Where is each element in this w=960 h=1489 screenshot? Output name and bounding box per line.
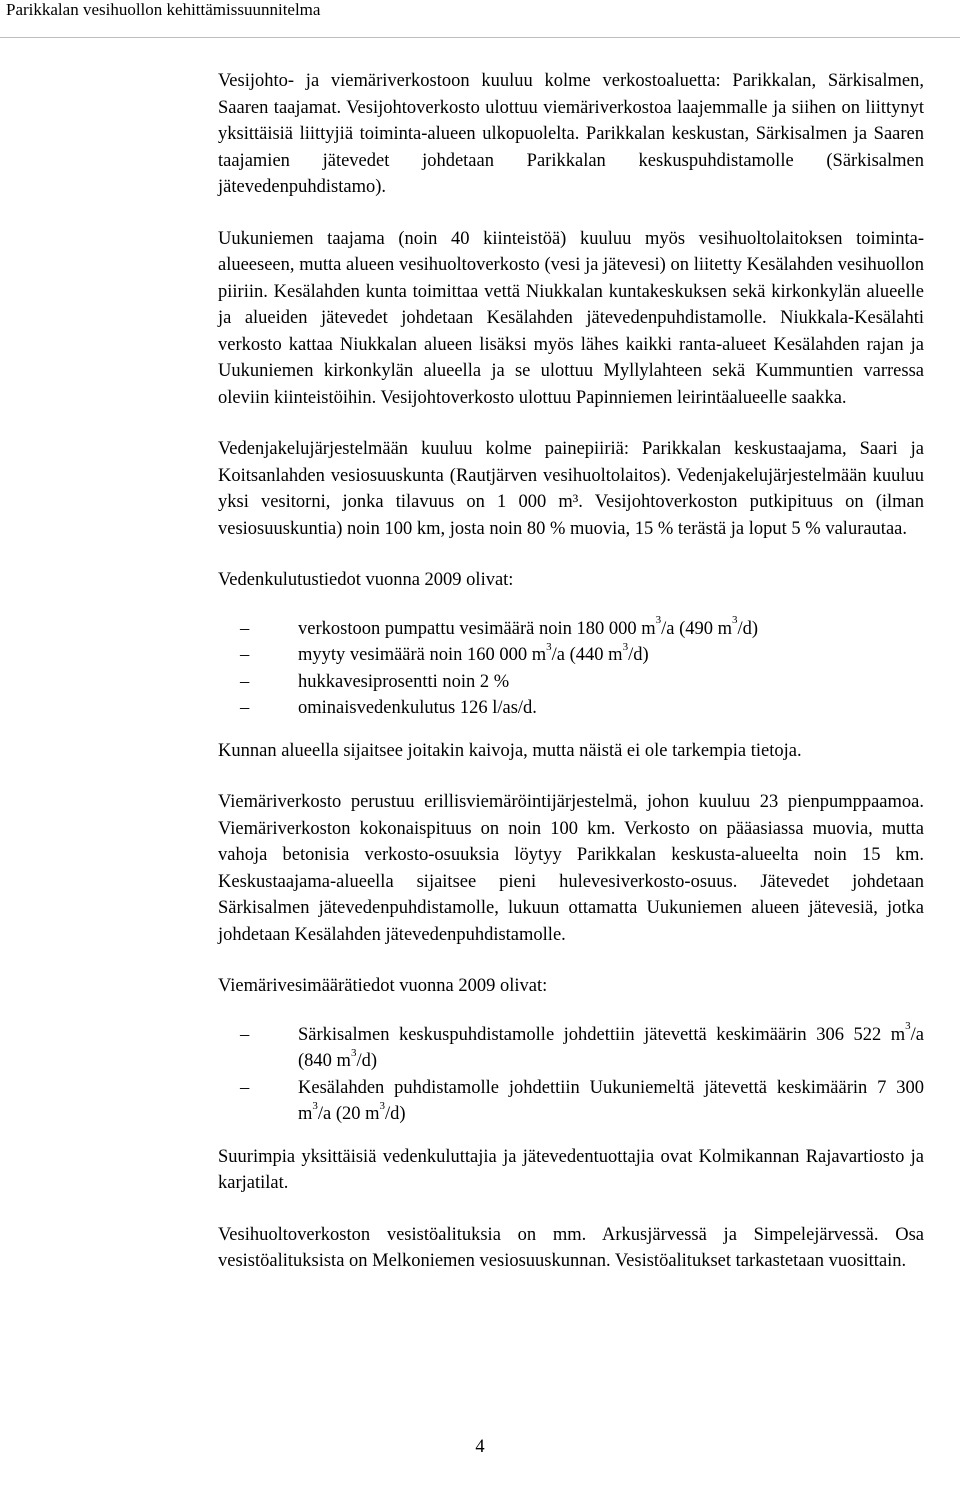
dash-bullet: – [240,671,250,692]
paragraph-sewer-network: Viemäriverkosto perustuu erillisviemäröintijärjestelmä, johon kuuluu 23 pienpumppaamoa. Viemäriverkoston kokonaispituus on noin 100 km. Verkosto on pääasiassa muovia, mutta vahoja betonisia verkosto-osuuksia löytyy Parikkalan keskusta-alueelta noin 15 km. Keskustaajama-alueella sijaitsee pieni hulevesiverkosto-osuus. Jätevedet johdetaan Särkisalmen jätevedenpuhdistamolle, lukuun ottamatta Uukuniemen alueen jätevesiä, jotka johdetaan Kesälahden jätevedenpuhdistamolle. [218,792,924,945]
paragraph-uukuniemi: Uukuniemen taajama (noin 40 kiinteistöä) kuuluu myös vesihuoltolaitoksen toiminta-alueeseen, mutta alueen vesihuoltoverkosto (vesi ja jätevesi) on liitetty Kesälahden vesihuollon piiriin. Kesälahden kunta toimittaa vettä Niukkalan kuntakeskuksen sekä kirkonkylän alueelle ja alueiden jätevedet johdetaan Kesälahden jätevedenpuhdistamolle. Niukkala-Kesälahti verkosto kattaa Niukkalan alueen lisäksi myös lähes kaikki ranta-alueet Kesälahden rajan ja Uukuniemen kirkonkylän alueella ja se ulottuu Myllylahteen sekä Kummuntien varressa oleviin kiinteistöihin. Vesijohtoverkosto ulottuu Papinniemen leirintäalueelle saakka. [218,228,924,408]
dash-bullet: – [240,698,250,718]
document-body [218,68,924,1300]
list-item: – verkostoon pumpattu vesimäärä noin 180 000 $m^3/a$ (490 $m^3/d$) [218,616,924,643]
paragraph-wells: Kunnan alueella sijaitsee joitakin kaivoja, mutta näistä ei ole tarkempia tietoja. [218,740,802,761]
page-number: 4 [475,1437,485,1457]
dash-bullet: – [240,1024,250,1045]
page-header [0,0,960,40]
paragraph-distribution: Vedenjakelujärjestelmään kuuluu kolme painepiiriä: Parikkalan keskustaajama, Saari ja Koitsanlahden vesiosuuskunta (Rautjärven vesihuoltolaitos). Vedenjakelujärjestelmään kuuluu yksi vesitorni, jonka tilavuus on 1 000 m³. Vesijohtoverkoston putkipituus on (ilman vesiosuuskuntia) noin 100 km, josta noin 80 % muovia, 15 % terästä ja loput 5 % valurautaa. [218,439,924,539]
dash-bullet: – [240,618,250,639]
dash-bullet: – [240,645,250,665]
dash-bullet: – [240,1077,250,1098]
document-title: Parikkalan vesihuollon kehittämissuunnitelma [6,0,321,19]
paragraph-network-areas: Vesijohto- ja viemäriverkostoon kuuluu kolme verkostoaluetta: Parikkalan, Särkisalmen, Saaren taajamat. Vesijohtoverkosto ulottuu viemäriverkostoa laajemmalle ja siihen on liittynyt yksittäisiä liittyjiä toiminta-alueen ulkopuolelta. Parikkalan keskustan, Särkisalmen ja Saaren taajamien jätevedet johdetaan Parikkalan keskuspuhdistamolle (Särkisalmen jätevedenpuhdistamo). [218,71,924,197]
sewer-volume-heading: Viemärivesimäärätiedot vuonna 2009 olivat: [218,976,548,996]
list-item: – ominaisvedenkulutus 126 l/as/d. [218,695,924,722]
paragraph-largest-consumers: Suurimpia yksittäisiä vedenkuluttajia ja jätevedentuottajia ovat Kolmikannan Rajavartiosto ja karjatilat. [218,1146,924,1193]
sewer-volume-list [218,1022,924,1128]
list-item: – myyty vesimäärä noin 160 000 $m^3/a$ (440 $m^3/d$) [218,642,924,669]
list-item: – Kesälahden puhdistamolle johdettiin Uukuniemeltä jätevettä keskimäärin 7 300 $m^3/a$ (20 $m^3/d$) [218,1075,924,1128]
paragraph-crossings: Vesihuoltoverkoston vesistöalituksia on mm. Arkusjärvessä ja Simpelejärvessä. Osa vesistöalituksista on Melkoniemen vesiosuuskunnan. Vesistöalitukset tarkastetaan vuosittain. [218,1224,924,1271]
list-item: – hukkavesiprosentti noin 2 % [218,669,924,696]
water-consumption-list [218,616,924,722]
water-consumption-heading: Vedenkulutustiedot vuonna 2009 olivat: [218,570,514,590]
header-divider [0,37,960,38]
list-item: – Särkisalmen keskuspuhdistamolle johdettiin jätevettä keskimäärin 306 522 $m^3/a$ (840 $m^3/d$) [240,1020,924,1071]
